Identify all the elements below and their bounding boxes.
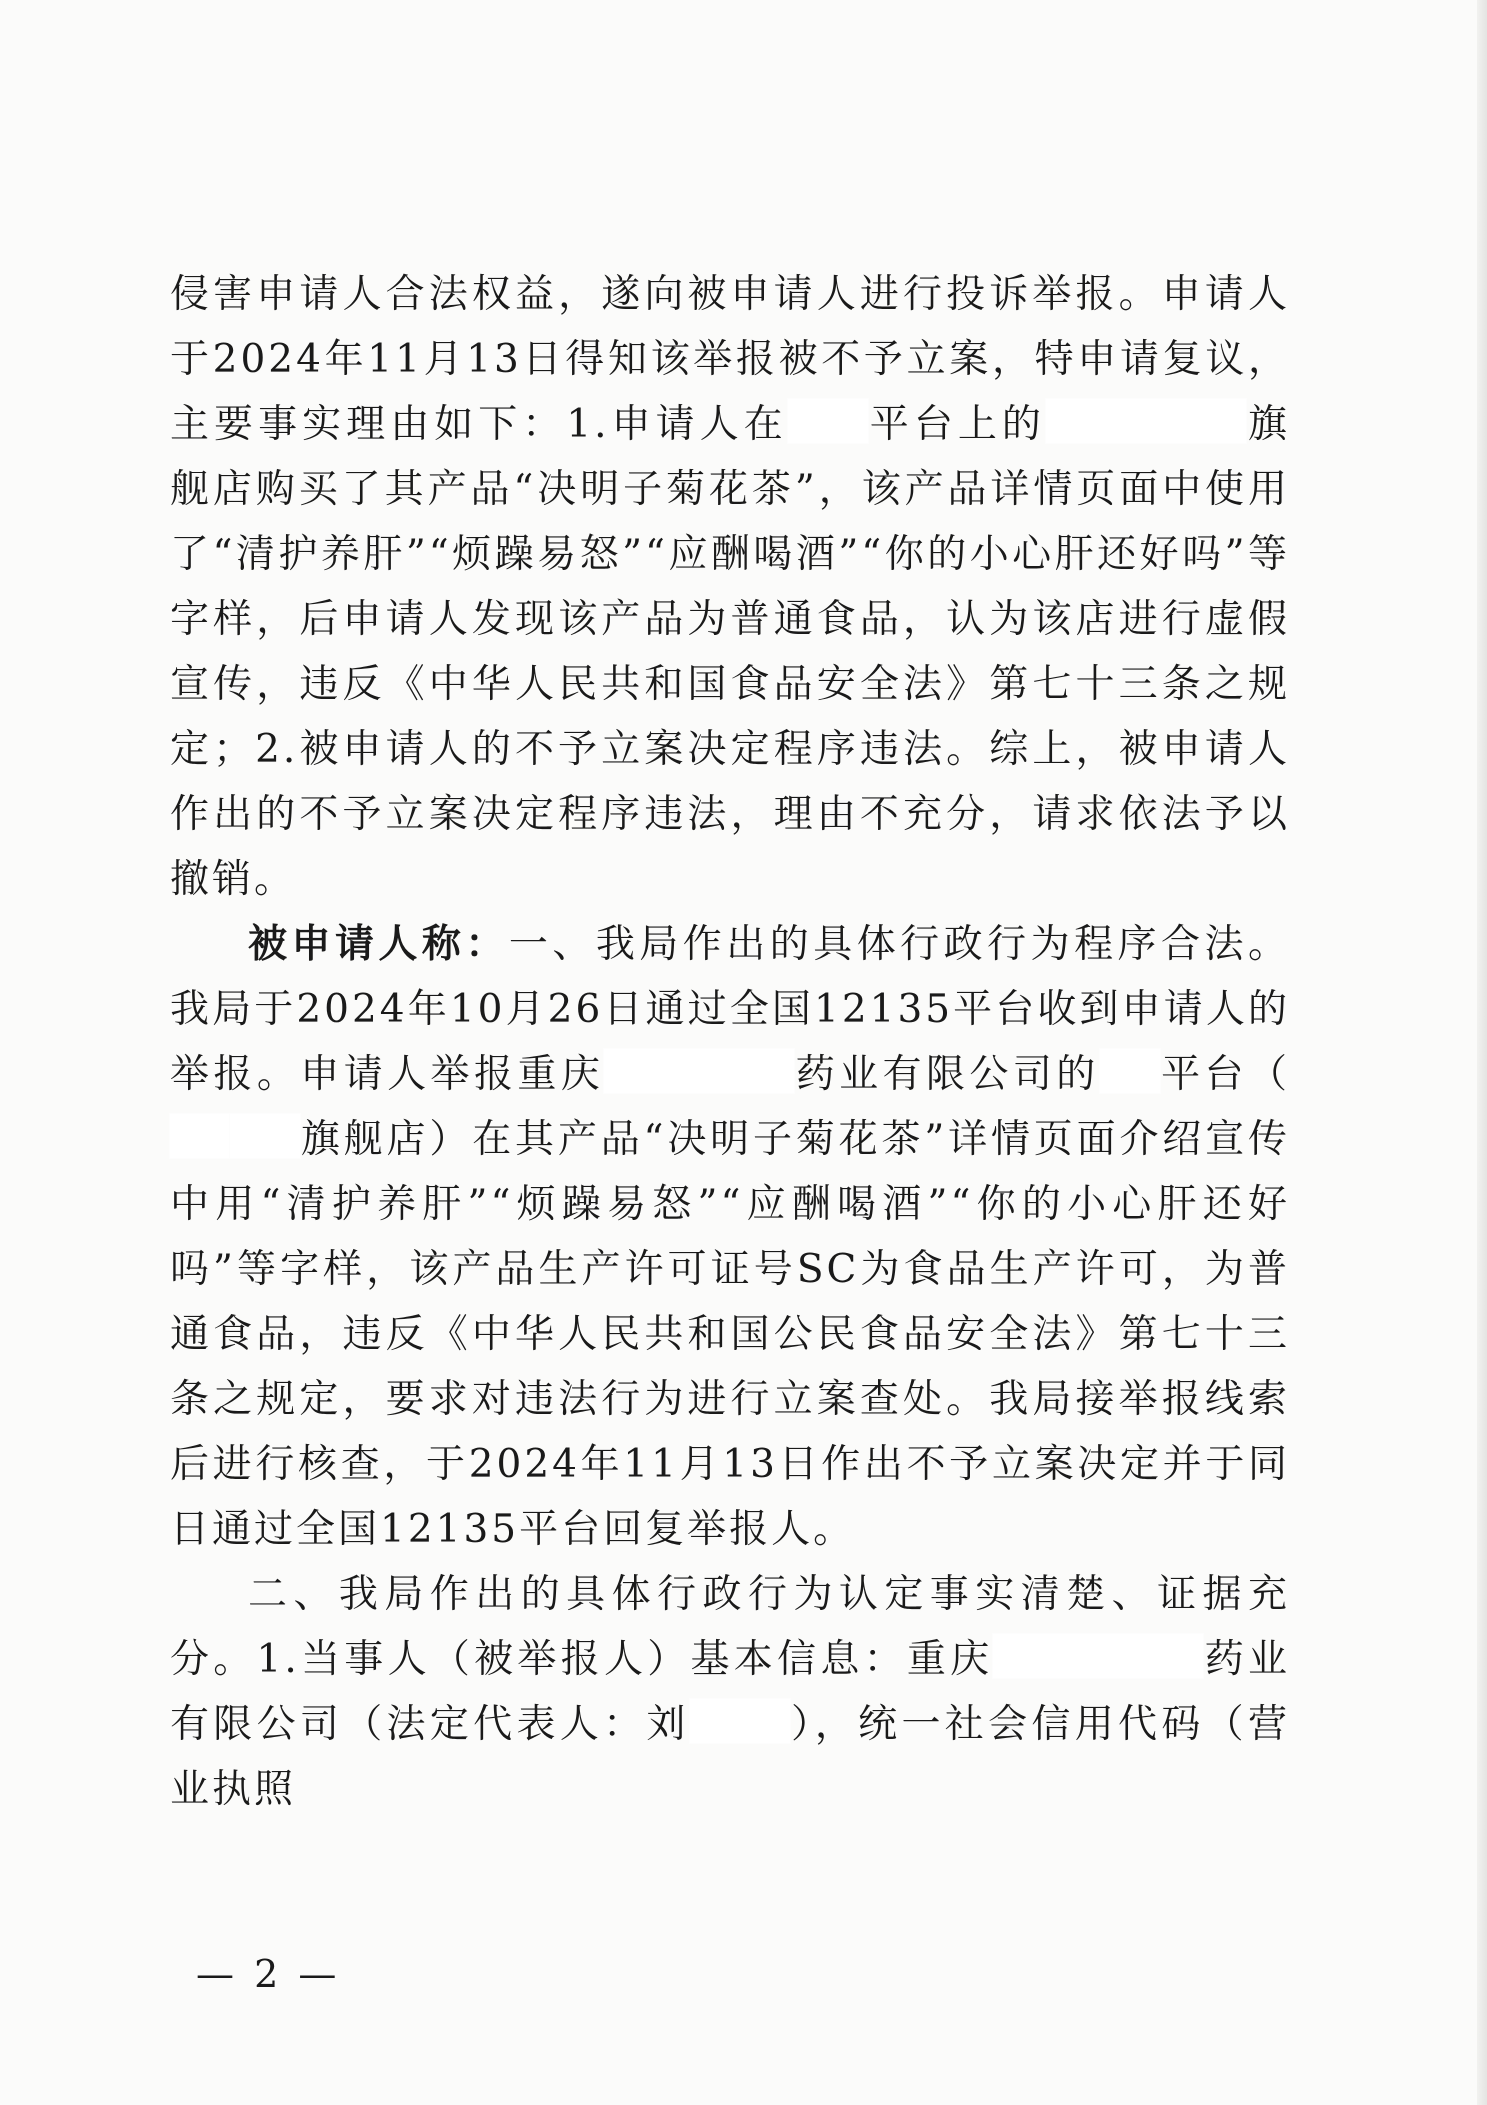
- paragraph-facts: [170, 1562, 1290, 1822]
- text-run: 平台上的: [867, 402, 1046, 447]
- paragraph-respondent-claim: [170, 912, 1290, 1562]
- redaction-block: [170, 1114, 230, 1158]
- text-run: 旗舰店）在其产品“决明子菊花茶”详情页面介绍宣传中用“清护养肝”“烦躁易怒”“应酬喝酒”“你的小心肝还好吗”等字样，该产品生产许可证号SC为食品生产许可，为普通食品，违反《中华人民共和国公民食品安全法》第七十三条之规定，要求对违法行为进行立案查处。我局接举报线索后进行核查，于2024年11月13日作出不予立案决定并于同日通过全国12135平台回复举报人。: [170, 1117, 1290, 1552]
- redaction-block: [1100, 1049, 1160, 1093]
- text-run: 二、我局作出的具体行政行为认定事实清楚、证据充分。1.当事人（被举报人）基本信息：重庆: [170, 1572, 1290, 1682]
- redaction-block: [788, 399, 868, 443]
- redaction-block: [604, 1049, 794, 1093]
- page-number: — 2 —: [196, 1952, 341, 1996]
- respondent-lead-heading: 被申请人称：: [248, 921, 509, 967]
- text-run: 平台（: [1159, 1052, 1290, 1097]
- document-body: [170, 262, 1290, 1822]
- text-run: 药业有限公司的: [794, 1052, 1100, 1097]
- page-edge: [1477, 0, 1487, 2105]
- text-run: 一、我局作出的具体行政行为程序合法。我局于2024年10月26日通过全国12135平台收到申请人的举报。申请人举报重庆: [170, 922, 1290, 1097]
- paragraph-applicant-claim: [170, 262, 1290, 912]
- text-run: 侵害申请人合法权益，遂向被申请人进行投诉举报。申请人于2024年11月13日得知该举报被不予立案，特申请复议，主要事实理由如下：1.申请人在: [170, 272, 1290, 447]
- redaction-block: [1046, 399, 1246, 443]
- redaction-block: [690, 1699, 790, 1743]
- redaction-block: [993, 1634, 1203, 1678]
- text-run: ），统一社会信用代码（营业执照: [170, 1702, 1290, 1812]
- redaction-block: [230, 1114, 300, 1158]
- text-run: 旗舰店购买了其产品“决明子菊花茶”，该产品详情页面中使用了“清护养肝”“烦躁易怒”“应酬喝酒”“你的小心肝还好吗”等字样，后申请人发现该产品为普通食品，认为该店进行虚假宣传，违反《中华人民共和国食品安全法》第七十三条之规定；2.被申请人的不予立案决定程序违法。综上，被申请人作出的不予立案决定程序违法，理由不充分，请求依法予以撤销。: [170, 402, 1290, 902]
- text-run: 药业有限公司（法定代表人：刘: [170, 1637, 1290, 1747]
